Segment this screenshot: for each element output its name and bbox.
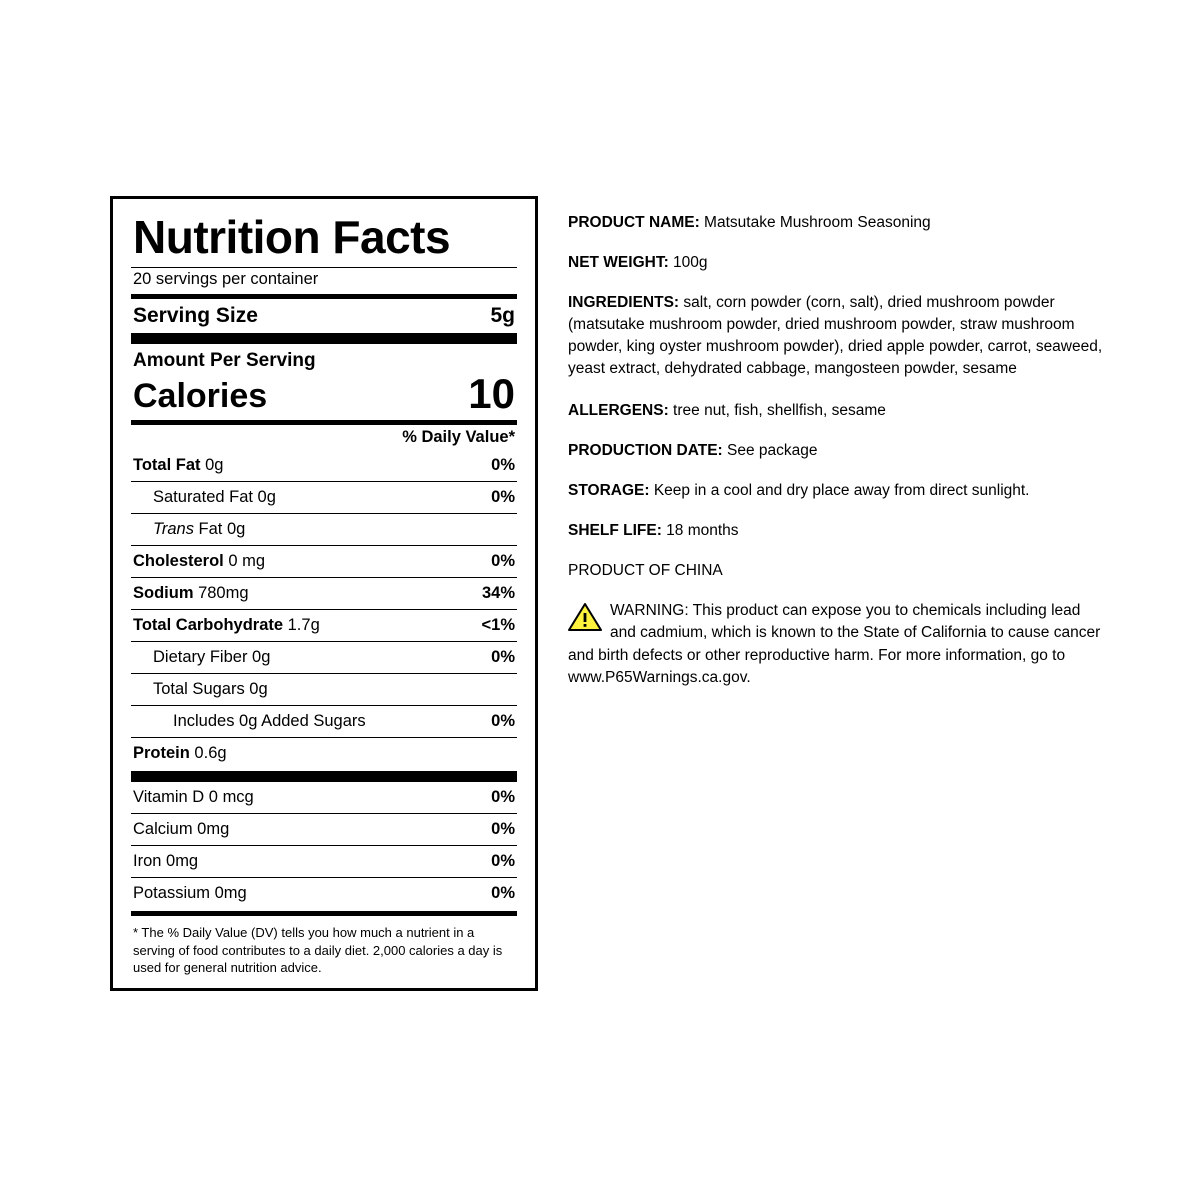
prop65-warning-text: WARNING: This product can expose you to chemicals including lead and cadmium, which is known to the State of California to cause cancer and birth defects or other reproductive harm. For more information, go to www.P65Warnings.ca.gov. <box>568 602 1101 687</box>
nutrient-label: Protein <box>133 744 190 763</box>
nutrient-label: Includes 0g Added Sugars <box>173 712 366 731</box>
net-weight-row <box>568 252 1108 274</box>
nutrient-label: Total Fat <box>133 456 201 475</box>
divider <box>131 333 517 344</box>
vitamin-dv: 0% <box>491 884 515 903</box>
vitamin-dv: 0% <box>491 820 515 839</box>
table-row <box>131 641 517 673</box>
calories-label: Calories <box>133 377 268 416</box>
nutrient-rows <box>131 450 517 769</box>
table-row <box>131 845 517 877</box>
table-row <box>131 782 517 813</box>
product-name-value: Matsutake Mushroom Seasoning <box>699 214 931 231</box>
table-row <box>131 705 517 737</box>
table-row <box>131 737 517 769</box>
ingredients-row <box>568 292 1108 380</box>
nutrient-label: Saturated Fat 0g <box>153 488 276 507</box>
serving-size-row <box>131 299 517 333</box>
storage-row <box>568 480 1108 502</box>
product-name-label: PRODUCT NAME: <box>568 214 700 231</box>
divider <box>131 771 517 782</box>
calories-row <box>131 372 517 420</box>
vitamin-label: Vitamin D 0 mcg <box>133 788 254 807</box>
nutrient-amount: 0.6g <box>189 744 227 763</box>
ingredients-value: salt, corn powder (corn, salt), dried mushroom powder (matsutake mushroom powder, dried mushroom powder, straw mushroom powder, king oyster mushroom powder), dried apple powder, carrot, seaweed, yeast extract, dehydrated cabbage, mangosteen powder, sesame <box>568 294 1103 377</box>
production-date-row <box>568 440 1108 462</box>
table-row <box>131 877 517 909</box>
nutrient-label: Total Carbohydrate <box>133 616 284 635</box>
storage-label: STORAGE: <box>568 482 650 499</box>
nutrition-facts-panel <box>110 196 538 991</box>
table-row <box>131 450 517 481</box>
vitamin-label: Iron 0mg <box>133 852 199 871</box>
nutrient-dv: 0% <box>491 712 515 731</box>
nutrient-amount: 780mg <box>193 584 249 603</box>
table-row <box>131 545 517 577</box>
vitamin-dv: 0% <box>491 852 515 871</box>
ingredients-label: INGREDIENTS: <box>568 294 680 311</box>
allergens-row <box>568 400 1108 422</box>
shelf-life-value: 18 months <box>661 522 739 539</box>
shelf-life-row <box>568 520 1108 542</box>
nutrient-dv: 0% <box>491 552 515 571</box>
warning-triangle-icon <box>568 602 602 632</box>
nutrient-label: Total Sugars 0g <box>153 680 268 699</box>
allergens-value: tree nut, fish, shellfish, sesame <box>668 402 886 419</box>
prop65-warning <box>568 600 1108 690</box>
table-row <box>131 609 517 641</box>
nutrient-label: Cholesterol <box>133 552 224 571</box>
nutrient-amount: 1.7g <box>283 616 320 635</box>
serving-size-value: 5g <box>490 304 515 328</box>
calories-value: 10 <box>468 370 515 418</box>
table-row <box>131 673 517 705</box>
amount-per-serving-label: Amount Per Serving <box>133 350 316 372</box>
shelf-life-label: SHELF LIFE: <box>568 522 662 539</box>
nutrient-label: Dietary Fiber 0g <box>153 648 271 667</box>
nutrient-dv: 0% <box>491 648 515 667</box>
daily-value-footnote: * The % Daily Value (DV) tells you how much a nutrient in a serving of food contributes to a daily diet. 2,000 calories a day is used for general nutrition advice. <box>133 925 503 975</box>
nutrition-facts-title: Nutrition Facts <box>133 211 451 263</box>
nutrient-label: Sodium <box>133 584 194 603</box>
nutrient-label-italic: Trans <box>153 520 194 539</box>
nutrient-dv: 0% <box>491 456 515 475</box>
nutrient-dv: 34% <box>481 584 515 603</box>
nutrient-amount: 0g <box>200 456 224 475</box>
allergens-label: ALLERGENS: <box>568 402 669 419</box>
vitamin-rows <box>131 782 517 909</box>
nutrient-dv: <1% <box>481 616 515 635</box>
table-row <box>131 481 517 513</box>
product-info-column <box>568 212 1108 690</box>
country-of-origin: PRODUCT OF CHINA <box>568 562 723 579</box>
net-weight-label: NET WEIGHT: <box>568 254 669 271</box>
storage-value: Keep in a cool and dry place away from direct sunlight. <box>649 482 1030 499</box>
vitamin-label: Calcium 0mg <box>133 820 230 839</box>
servings-per-container: 20 servings per container <box>133 270 319 289</box>
vitamin-label: Potassium 0mg <box>133 884 247 903</box>
product-name-row <box>568 212 1108 234</box>
daily-value-header: % Daily Value* <box>402 428 515 447</box>
nutrient-amount: 0 mg <box>223 552 266 571</box>
table-row <box>131 577 517 609</box>
table-row <box>131 813 517 845</box>
nutrient-dv: 0% <box>491 488 515 507</box>
production-date-value: See package <box>722 442 818 459</box>
production-date-label: PRODUCTION DATE: <box>568 442 723 459</box>
vitamin-dv: 0% <box>491 788 515 807</box>
serving-size-label: Serving Size <box>133 304 258 328</box>
table-row: Trans Fat 0g <box>131 513 517 545</box>
net-weight-value: 100g <box>668 254 708 271</box>
